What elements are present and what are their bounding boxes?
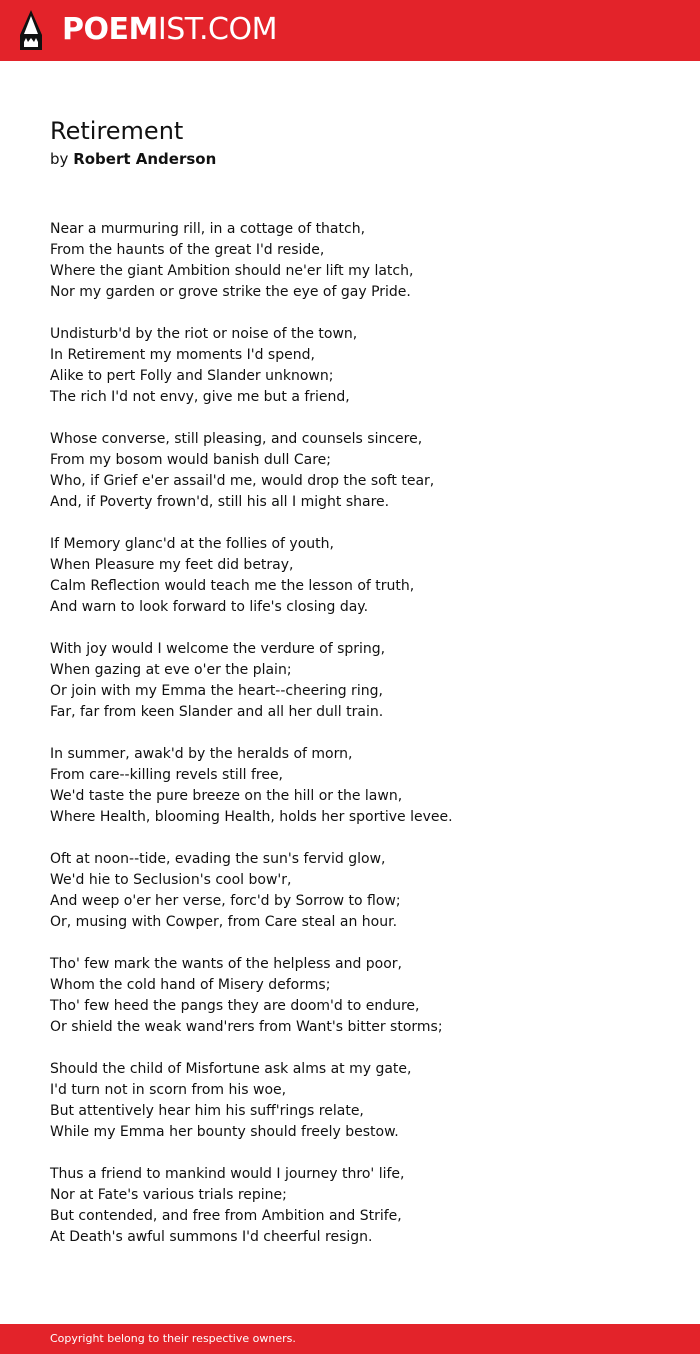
- stanza: [50, 639, 453, 723]
- logo-bold-text: POEM: [62, 12, 158, 47]
- poem-line: Alike to pert Folly and Slander unknown;: [50, 368, 334, 384]
- poem-line: Nor my garden or grove strike the eye of gay Pride.: [50, 284, 411, 300]
- poem-line: And weep o'er her verse, forc'd by Sorrow to flow;: [50, 893, 401, 909]
- poem-line: If Memory glanc'd at the follies of youth,: [50, 536, 334, 552]
- poem-line: Oft at noon--tide, evading the sun's fervid glow,: [50, 851, 386, 867]
- poem-line: Or, musing with Cowper, from Care steal an hour.: [50, 914, 398, 930]
- poem-line: Nor at Fate's various trials repine;: [50, 1187, 287, 1203]
- poem-line: In summer, awak'd by the heralds of morn,: [50, 746, 353, 762]
- poem-line: Near a murmuring rill, in a cottage of thatch,: [50, 221, 366, 237]
- poem-line: Whose converse, still pleasing, and counsels sincere,: [50, 431, 423, 447]
- poem-line: Tho' few mark the wants of the helpless and poor,: [50, 956, 403, 972]
- poem-line: From my bosom would banish dull Care;: [50, 452, 331, 468]
- poem-line: But attentively hear him his suff'rings relate,: [50, 1103, 364, 1119]
- poem-line: With joy would I welcome the verdure of spring,: [50, 641, 386, 657]
- poem-line: I'd turn not in scorn from his woe,: [50, 1082, 287, 1098]
- poem-line: Should the child of Misfortune ask alms at my gate,: [50, 1061, 412, 1077]
- poem-line: Calm Reflection would teach me the lesson of truth,: [50, 578, 415, 594]
- poem-line: Who, if Grief e'er assail'd me, would drop the soft tear,: [50, 473, 435, 489]
- poem-line: We'd hie to Seclusion's cool bow'r,: [50, 872, 292, 888]
- poem-line: At Death's awful summons I'd cheerful resign.: [50, 1229, 373, 1245]
- poem-line: Where Health, blooming Health, holds her sportive levee.: [50, 809, 453, 825]
- site-header: [0, 0, 700, 61]
- stanza: [50, 1164, 453, 1248]
- stanza: [50, 429, 453, 513]
- poem-line: Tho' few heed the pangs they are doom'd to endure,: [50, 998, 420, 1014]
- poem-line: And, if Poverty frown'd, still his all I might share.: [50, 494, 390, 510]
- site-logo-text: [62, 12, 277, 48]
- poem-line: And warn to look forward to life's closing day.: [50, 599, 369, 615]
- stanza: [50, 1059, 453, 1143]
- stanza: [50, 534, 453, 618]
- copyright-text: Copyright belong to their respective owners.: [50, 1332, 296, 1345]
- poem-line: Thus a friend to mankind would I journey thro' life,: [50, 1166, 405, 1182]
- by-label: by: [50, 150, 69, 168]
- poem-line: In Retirement my moments I'd spend,: [50, 347, 315, 363]
- poem-line: But contended, and free from Ambition and Strife,: [50, 1208, 402, 1224]
- poem-line: Where the giant Ambition should ne'er lift my latch,: [50, 263, 414, 279]
- pencil-tip-icon: [18, 9, 44, 51]
- poem-line: When gazing at eve o'er the plain;: [50, 662, 292, 678]
- stanza: [50, 219, 453, 303]
- poem-line: Far, far from keen Slander and all her dull train.: [50, 704, 384, 720]
- poem-body: [50, 219, 453, 1269]
- stanza: [50, 324, 453, 408]
- poem-line: Or join with my Emma the heart--cheering ring,: [50, 683, 383, 699]
- poem-line: We'd taste the pure breeze on the hill or the lawn,: [50, 788, 403, 804]
- stanza: [50, 954, 453, 1038]
- poem-title: Retirement: [50, 117, 184, 145]
- poem-line: While my Emma her bounty should freely bestow.: [50, 1124, 399, 1140]
- poem-line: From care--killing revels still free,: [50, 767, 284, 783]
- poem-line: Whom the cold hand of Misery deforms;: [50, 977, 331, 993]
- poem-line: Undisturb'd by the riot or noise of the town,: [50, 326, 358, 342]
- stanza: [50, 744, 453, 828]
- poem-line: From the haunts of the great I'd reside,: [50, 242, 325, 258]
- stanza: [50, 849, 453, 933]
- poem-line: The rich I'd not envy, give me but a friend,: [50, 389, 350, 405]
- poem-byline: [50, 148, 216, 170]
- site-footer: [0, 1324, 700, 1354]
- poem-author: Robert Anderson: [73, 150, 217, 168]
- poem-line: Or shield the weak wand'rers from Want's bitter storms;: [50, 1019, 443, 1035]
- poem-line: When Pleasure my feet did betray,: [50, 557, 294, 573]
- logo-light-text: IST.COM: [157, 12, 277, 47]
